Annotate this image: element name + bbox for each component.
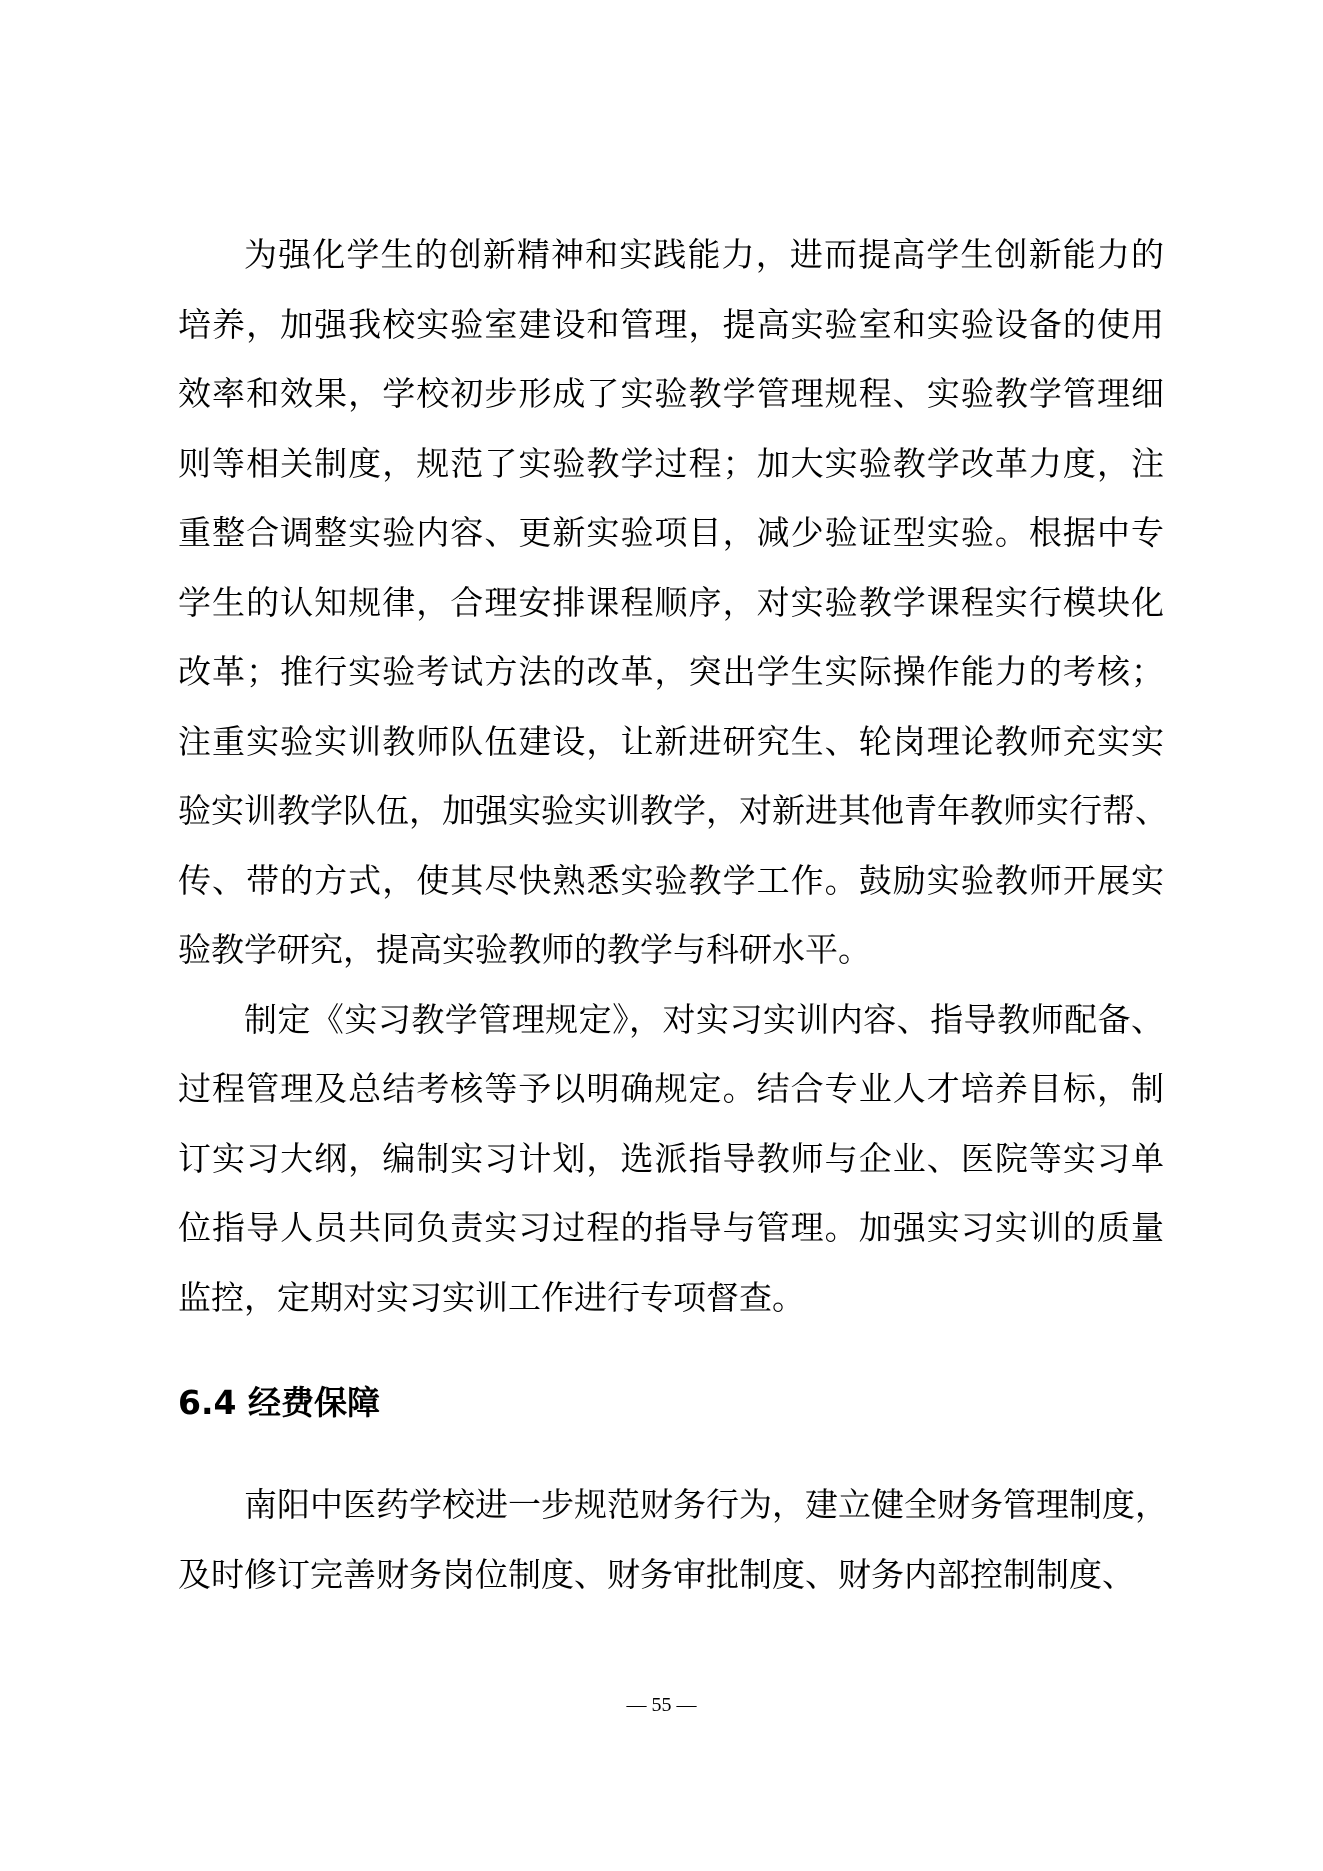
paragraph-funding — [178, 1485, 1168, 1627]
text-line: 南阳中医药学校进一步规范财务行为，建立健全财务管理制度， — [244, 1485, 1168, 1524]
text-line: 位指导人员共同负责实习过程的指导与管理。加强实习实训的质量 — [178, 1208, 1164, 1247]
text-line: 制定《实习教学管理规定》，对实习实训内容、指导教师配备、 — [244, 999, 1164, 1039]
text-line: 注重实验实训教师队伍建设，让新进研究生、轮岗理论教师充实实 — [178, 721, 1164, 761]
page-number: — 55 — — [626, 1694, 697, 1716]
text-line: 订实习大纲，编制实习计划，选派指导教师与企业、医院等实习单 — [178, 1138, 1164, 1178]
text-line: 过程管理及总结考核等予以明确规定。结合专业人才培养目标，制 — [178, 1069, 1164, 1108]
text-line: 效率和效果，学校初步形成了实验教学管理规程、实验教学管理细 — [178, 374, 1164, 413]
section-heading: 6.4 经费保障 — [178, 1383, 380, 1422]
text-line: 传、带的方式，使其尽快熟悉实验教学工作。鼓励实验教师开展实 — [178, 860, 1164, 900]
text-line: 验实训教学队伍，加强实验实训教学，对新进其他青年教师实行帮、 — [178, 791, 1168, 830]
text-line: 改革；推行实验考试方法的改革，突出学生实际操作能力的考核； — [178, 652, 1164, 691]
text-line: 学生的认知规律，合理安排课程顺序，对实验教学课程实行模块化 — [178, 582, 1164, 622]
text-line: 重整合调整实验内容、更新实验项目，减少验证型实验。根据中专 — [178, 513, 1164, 552]
text-line: 培养，加强我校实验室建设和管理，提高实验室和实验设备的使用 — [178, 304, 1164, 344]
text-line: 及时修订完善财务岗位制度、财务审批制度、财务内部控制制度、 — [178, 1554, 1135, 1594]
paragraph-internship — [178, 999, 1164, 1351]
text-line: 验教学研究，提高实验教师的教学与科研水平。 — [178, 930, 871, 969]
text-line: 为强化学生的创新精神和实践能力，进而提高学生创新能力的 — [244, 235, 1164, 274]
spacer — [178, 1350, 1164, 1378]
text-line: 监控，定期对实习实训工作进行专项督查。 — [178, 1277, 805, 1317]
text-line: 则等相关制度，规范了实验教学过程；加大实验教学改革力度，注 — [178, 443, 1164, 483]
page-body — [178, 235, 1168, 1627]
paragraph-lab-teaching — [178, 235, 1168, 1003]
